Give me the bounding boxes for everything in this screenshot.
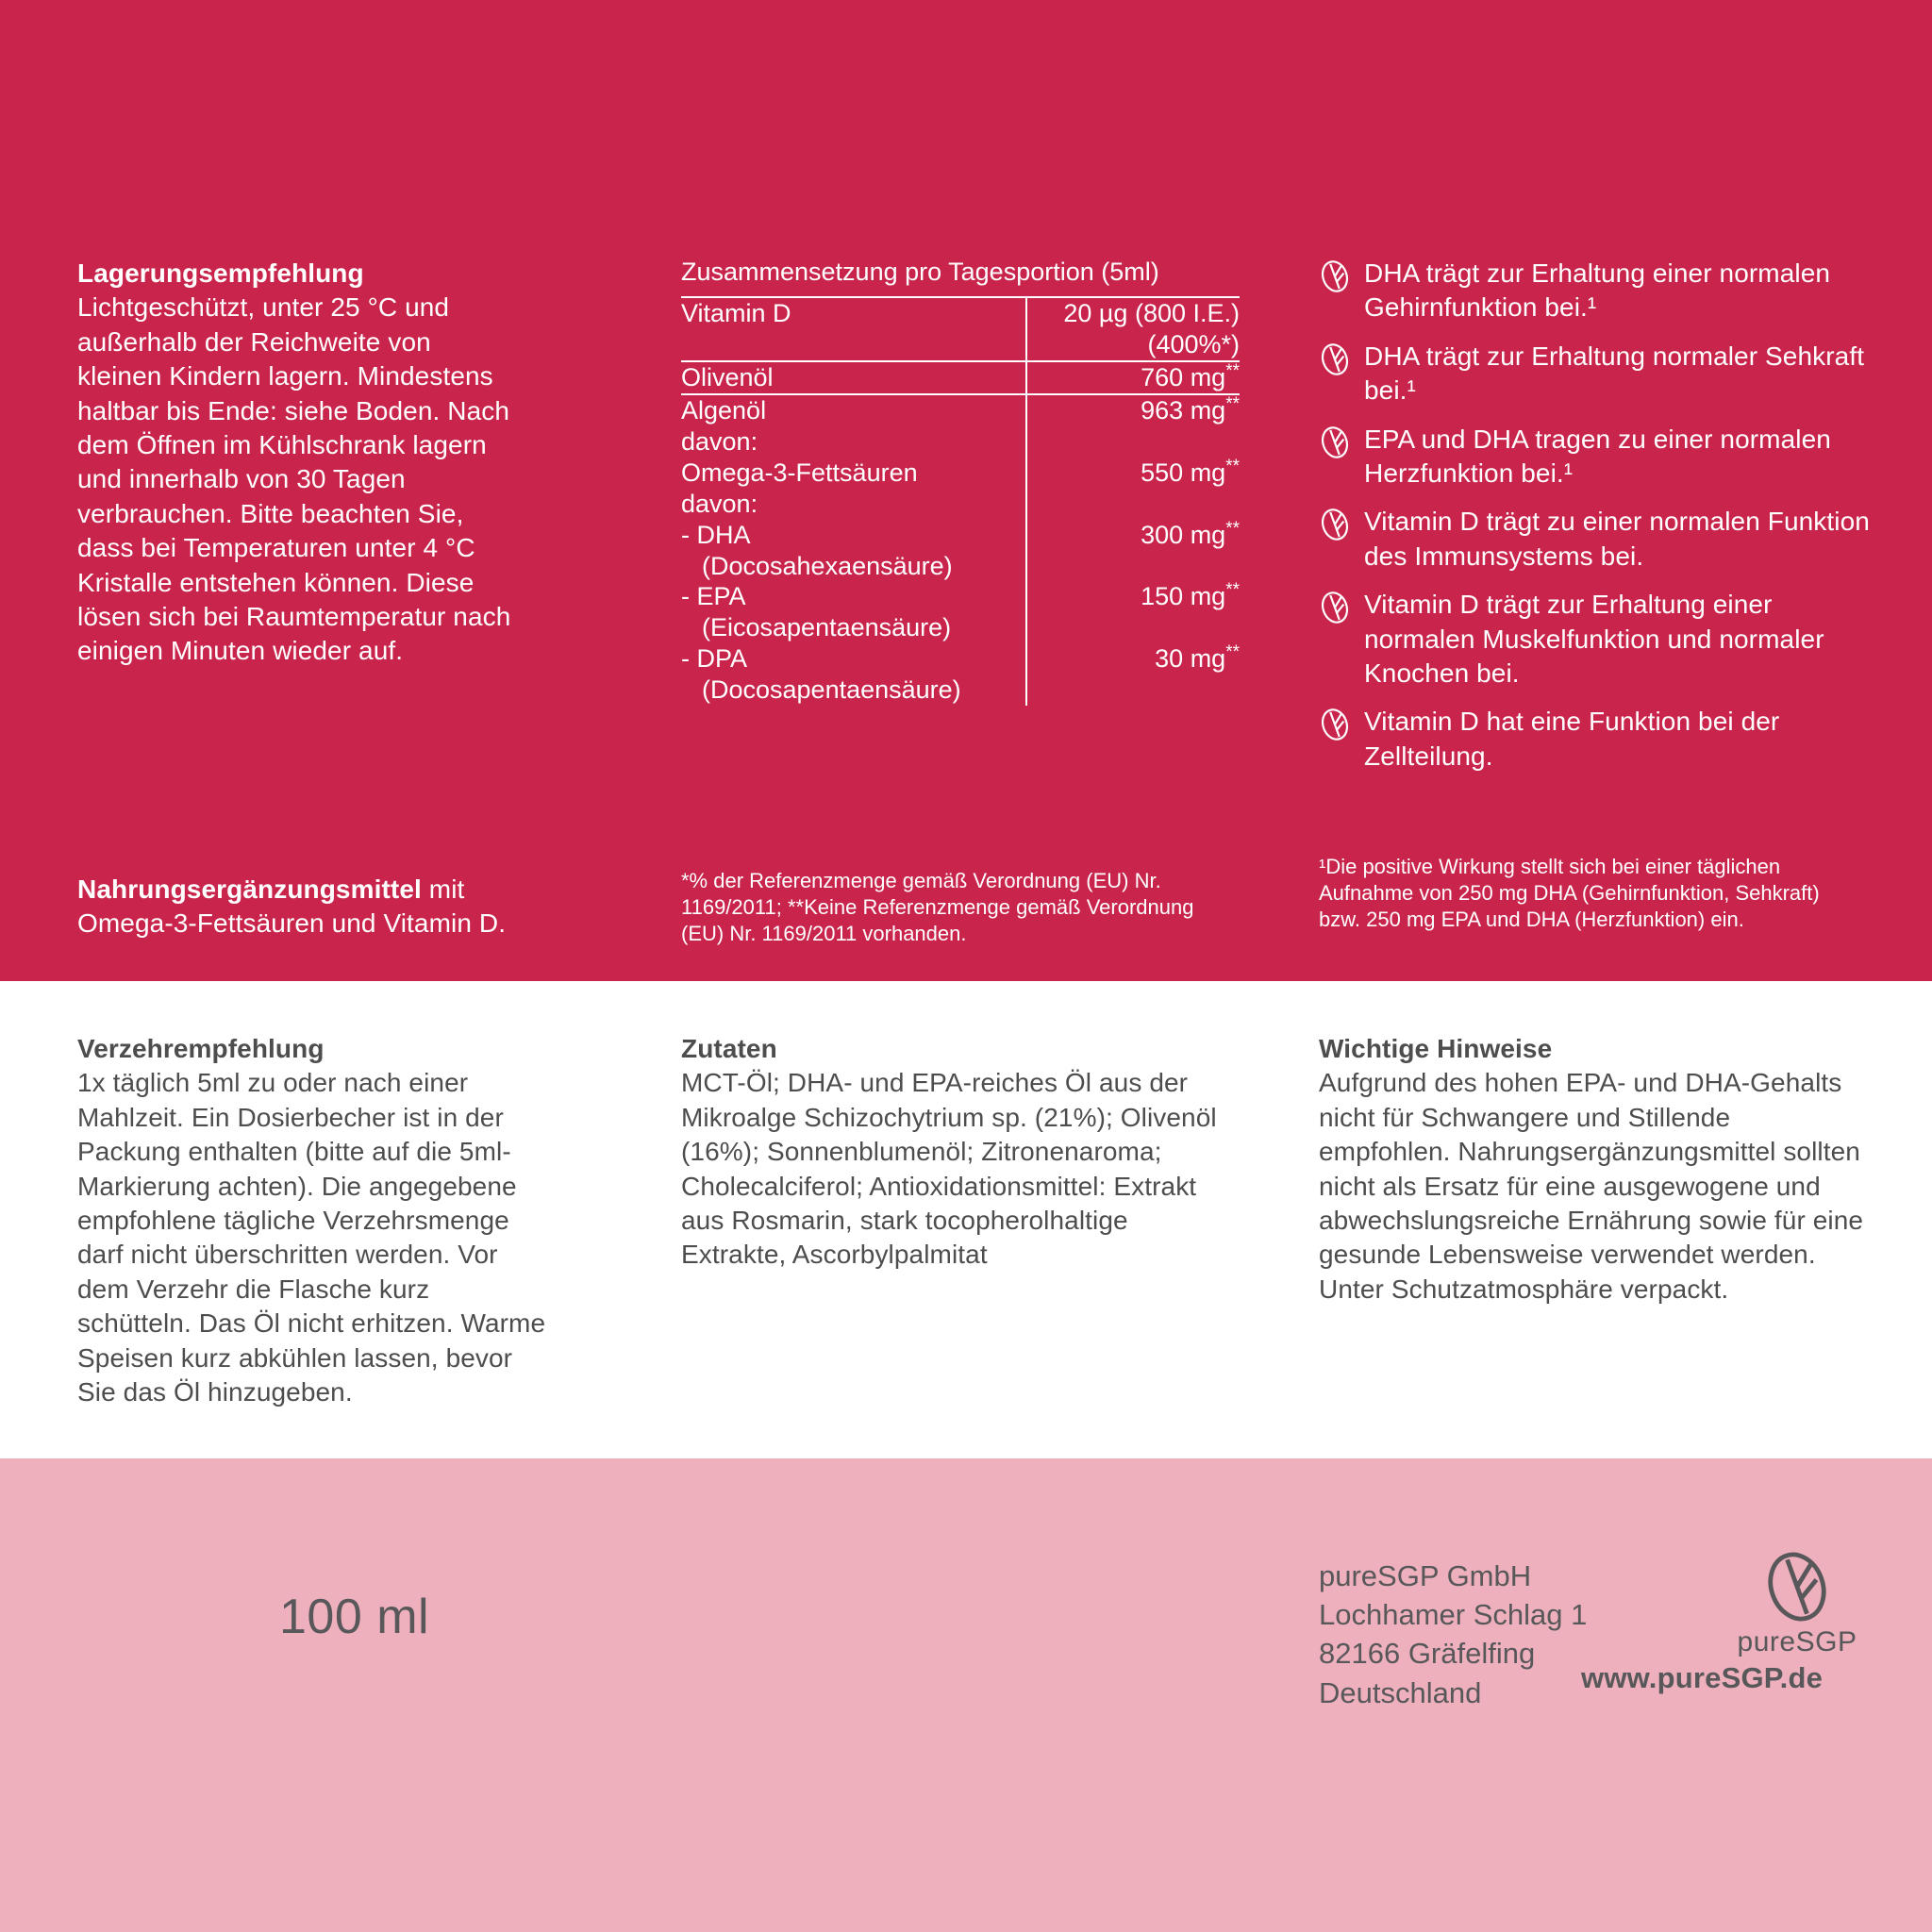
row-name [681,643,1026,706]
table-row [681,394,1240,426]
leaf-icon [1319,259,1351,293]
row-name-line3: (Docosahexaensäure) [702,551,953,580]
supplement-note-bold: Nahrungsergänzungsmittel [77,874,422,904]
claim-item [1319,423,1885,491]
row-value [1026,581,1240,643]
leaf-icon [1319,708,1351,741]
volume-label: 100 ml [279,1590,430,1644]
nutrition-table [681,257,1240,706]
row-value-marker: ** [1225,456,1240,476]
supplement-note-block [77,873,521,941]
row-value-marker: ** [1225,518,1240,539]
claim-item [1319,505,1885,574]
brand-wordmark-lower: pure [1737,1626,1796,1657]
claim-text: DHA trägt zur Erhaltung einer normalen Gehirnfunktion bei.¹ [1364,258,1831,323]
city-address: 82166 Gräfelfing [1319,1637,1536,1671]
row-name-line2: (Docosapentaensäure) [702,675,961,705]
brand-wordmark [1698,1626,1896,1658]
row-value-marker: ** [1225,580,1240,601]
nutrition-footnote: *% der Referenzmenge gemäß Verordnung (EU) Nr. 1169/2011; **Keine Referenzmenge gemäß Verordnung (EU) Nr. 1169/2011 vorhanden. [681,869,1194,946]
pink-footer-panel [0,1458,1932,1932]
row-name-line2: Omega-3-Fettsäuren [681,458,918,487]
table-row [681,643,1240,706]
row-name-line2: - DHA [681,520,751,549]
leaf-icon [1319,591,1351,625]
health-claims-list [1319,257,1885,788]
claim-item [1319,705,1885,774]
table-row [681,581,1240,643]
row-value [1026,643,1240,706]
row-name-line1: - EPA [681,582,746,611]
white-information-panel [0,981,1932,1458]
country-address: Deutschland [1319,1675,1482,1709]
row-name: Olivenöl [681,361,1026,394]
row-value [1026,394,1240,426]
company-name: pureSGP GmbH [1319,1559,1532,1592]
brand-logo [1698,1549,1896,1658]
supplement-note [77,873,521,941]
row-name-line1: davon: [681,426,758,456]
storage-body: Lichtgeschützt, unter 25 °C und außerhalb der Reichweite von kleinen Kindern lagern. Mindestens haltbar bis Ende: siehe Boden. Nach dem Öffnen im Kühlschrank lagern und innerhalb von 30 Tagen verbrauchen. Bitte beachten Sie, dass bei Temperaturen unter 4 °C Kristalle entstehen können. Diese lösen sich bei Raumtemperatur nach einigen Minuten wieder auf. [77,292,511,666]
row-name [681,581,1026,643]
row-value-number: 150 mg [1141,582,1226,611]
claim-text: DHA trägt zur Erhaltung normaler Sehkraft bei.¹ [1364,341,1865,406]
row-name [681,489,1026,582]
claim-item [1319,257,1885,325]
consumption-heading: Verzehrempfehlung [77,1034,325,1063]
leaf-icon [1319,508,1351,541]
consumption-block [77,1032,549,1409]
leaf-icon [1319,342,1351,376]
table-row [681,426,1240,489]
row-value-number: 760 mg [1141,362,1226,391]
table-row [681,361,1240,394]
ingredients-block [681,1032,1228,1273]
claim-text: EPA und DHA tragen zu einer normalen Herzfunktion bei.¹ [1364,424,1831,488]
row-name [681,426,1026,489]
website-url[interactable]: www.pureSGP.de [1581,1661,1824,1694]
row-value [1026,426,1240,489]
brand-wordmark-upper: SGP [1795,1626,1857,1657]
row-value-line1: 20 µg (800 I.E.) [1063,298,1240,327]
row-value [1026,361,1240,394]
supplement-note-rest: mit Omega-3-Fettsäuren und Vitamin D. [77,874,507,939]
table-row [681,489,1240,582]
row-value-marker: ** [1225,642,1240,663]
claim-text: Vitamin D trägt zur Erhaltung einer normalen Muskelfunktion und normaler Knochen bei. [1364,590,1824,688]
notices-body: Aufgrund des hohen EPA- und DHA-Gehalts nicht für Schwangere und Stillende empfohlen. Nahrungsergänzungsmittel sollten nicht als Ersatz für eine ausgewogene und abwechslungsreiche Ernährung sowie für eine gesunde Lebensweise verwendet werden. Unter Schutzatmosphäre verpackt. [1319,1068,1864,1304]
street-address: Lochhamer Schlag 1 [1319,1598,1588,1632]
table-header-row [681,257,1240,297]
row-name-line1: davon: [681,489,758,518]
table-row [681,297,1240,361]
table-header-label: Zusammensetzung pro Tagesportion (5ml) [681,258,1159,286]
storage-recommendation-block [77,257,521,669]
row-value-number: 550 mg [1141,458,1226,487]
row-name-line2: (Eicosapentaensäure) [702,613,952,642]
claim-text: Vitamin D trägt zu einer normalen Funktion des Immunsystems bei. [1364,507,1870,571]
leaf-logo-icon [1762,1549,1832,1624]
leaf-icon [1319,425,1351,459]
nutrition-table-wrapper [681,257,1240,706]
row-value-number: 963 mg [1141,395,1226,425]
row-value [1026,297,1240,361]
ingredients-body: MCT-Öl; DHA- und EPA-reiches Öl aus der Mikroalge Schizochytrium sp. (21%); Olivenöl (16%); Sonnenblumenöl; Zitronenaroma; Cholecalciferol; Antioxidationsmittel: Extrakt aus Rosmarin, stark tocopherolhaltige Extrakte, Ascorbylpalmitat [681,1068,1217,1270]
notices-block [1319,1032,1866,1307]
consumption-body: 1x täglich 5ml zu oder nach einer Mahlzeit. Ein Dosierbecher ist in der Packung enthalten (bitte auf die 5ml-Markierung achten). Die angegebene empfohlene tägliche Verzehrsmenge darf nicht überschritten werden. Vor dem Verzehr die Flasche kurz schütteln. Das Öl nicht erhitzen. Warme Speisen kurz abkühlen lassen, bevor Sie das Öl hinzugeben. [77,1068,546,1407]
row-value-marker: ** [1225,393,1240,414]
row-value-number: 300 mg [1141,520,1226,549]
storage-heading: Lagerungsempfehlung [77,258,364,288]
row-name: Vitamin D [681,297,1026,361]
ingredients-heading: Zutaten [681,1034,777,1063]
row-value [1026,489,1240,582]
row-value-marker: ** [1225,360,1240,381]
notices-heading: Wichtige Hinweise [1319,1034,1553,1063]
claim-item [1319,588,1885,691]
row-name: Algenöl [681,394,1026,426]
claim-text: Vitamin D hat eine Funktion bei der Zellteilung. [1364,707,1780,771]
row-value-number: 30 mg [1155,644,1226,674]
claim-item [1319,340,1885,408]
manufacturer-address [1319,1557,1587,1712]
claims-footnote: ¹Die positive Wirkung stellt sich bei einer täglichen Aufnahme von 250 mg DHA (Gehirnfunktion, Sehkraft) bzw. 250 mg EPA und DHA (Herzfunktion) ein. [1319,855,1820,932]
row-name-line1: - DPA [681,644,748,674]
row-value-line2: (400%*) [1147,329,1240,358]
